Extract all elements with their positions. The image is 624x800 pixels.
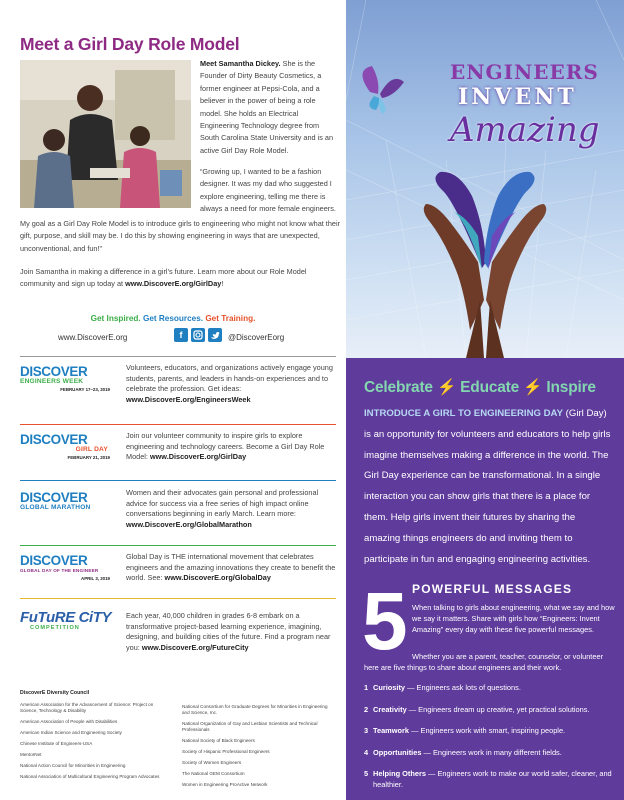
twitter-icon[interactable] — [208, 328, 222, 342]
council-member: National Association of Multicultural Engineering Program Advocates — [20, 774, 160, 779]
role-model-bio — [200, 58, 338, 157]
program-link[interactable]: www.DiscoverE.org/GirlDay — [149, 452, 247, 462]
list-item — [364, 704, 616, 715]
right-column — [346, 0, 624, 800]
logo-word: DISCOVER — [20, 490, 88, 505]
logo-word: DISCOVER — [20, 553, 88, 568]
logo-sub: GLOBAL DAY OF THE ENGINEER — [20, 568, 99, 573]
council-member: MentorNet — [20, 752, 42, 757]
quote-part-1: “Growing up, I wanted to be a fashion designer. It was my dad who suggested I explore engineering, telling me there is always a need for more female engineers. — [200, 167, 336, 214]
logo-sub: GIRL DAY — [75, 446, 108, 453]
program-future-city — [20, 598, 336, 662]
message-text: — Engineers work in many different fields. — [421, 747, 562, 757]
council-heading: DiscoverE Diversity Council — [20, 690, 90, 696]
council-member: American Indian Science and Engineering Society — [20, 730, 122, 735]
girlday-link[interactable]: www.DiscoverE.org/GirlDay — [125, 279, 222, 289]
logo-word: DISCOVER — [20, 432, 88, 447]
powerful-messages-heading: POWERFUL MESSAGES — [412, 582, 573, 596]
hero-line-2: INVENT — [458, 84, 577, 110]
list-item — [364, 768, 616, 790]
hero-line-3: Amazing — [450, 110, 600, 150]
message-title: Helping Others — [373, 769, 426, 778]
logo-sub: GLOBAL MARATHON — [20, 504, 91, 511]
logo-word: FuTuRE CiTY — [20, 609, 112, 626]
program-link[interactable]: www.DiscoverE.org/GlobalMarathon — [126, 519, 252, 529]
logo-sub: ENGINEERS WEEK — [20, 378, 84, 385]
program-text — [126, 611, 336, 653]
join-copy: Join Samantha in making a difference in a girl’s future. Learn more about our Role Model community and sign up today at — [20, 267, 307, 289]
council-column-2 — [182, 704, 332, 793]
program-description: Global Day is THE international movement that celebrates engineers and the amazing innovations they create to benefit the world. See: — [126, 552, 336, 583]
logo-date: APRIL 3, 2019 — [81, 576, 110, 581]
logo-date: FEBRUARY 21, 2019 — [67, 455, 110, 460]
council-member: Chinese Institute of Engineers-USA — [20, 741, 93, 746]
program-link[interactable]: www.DiscoverE.org/EngineersWeek — [126, 394, 251, 404]
big-number: 5 — [362, 576, 405, 667]
program-girl-day — [20, 424, 336, 480]
program-description: Each year, 40,000 children in grades 6-8 embark on a transformative project-based learning experience, imagining, designing, and building cities of the future. Find a program near you: — [126, 611, 331, 652]
tagline-inspired: Get Inspired. — [90, 314, 141, 323]
powerful-messages-intro: When talking to girls about engineering, what we say and how we say it matters. Share with girls how “Engineers: Invent Amazing” every day with these five powerful messages. — [412, 603, 615, 634]
council-member: American Association of People with Disabilities — [20, 719, 118, 724]
council-member: Women in Engineering ProActive Network — [182, 782, 268, 787]
message-number: 3 — [364, 726, 369, 735]
girl-day-logo — [20, 433, 116, 473]
message-text: — Engineers work with smart, inspiring people. — [409, 726, 566, 735]
council-member: National Society of Black Engineers — [182, 738, 255, 743]
program-text — [126, 488, 336, 530]
program-engineers-week — [20, 356, 336, 420]
intro-paragraph — [364, 404, 614, 570]
butterfly-hands-icon — [424, 172, 547, 358]
social-icons — [174, 328, 222, 342]
message-text: — Engineers work to make our world safer, cleaner, and healthier. — [373, 769, 612, 789]
powerful-messages-intro-2: Whether you are a parent, teacher, counselor, or volunteer here are five things to share about engineers and their work. — [364, 652, 604, 672]
facebook-icon[interactable]: f — [174, 328, 188, 342]
global-day-logo — [20, 554, 116, 594]
social-handle[interactable]: @DiscoverEorg — [228, 333, 285, 342]
message-text: — Engineers ask lots of questions. — [405, 683, 521, 692]
message-text: — Engineers dream up creative, yet practical solutions. — [406, 704, 590, 714]
instagram-icon[interactable] — [191, 328, 205, 342]
inspire-word: Inspire — [546, 379, 596, 396]
tagline — [0, 314, 346, 323]
program-text — [126, 552, 336, 584]
program-description: Women and their advocates gain personal and professional advice for success via a free series of high impact online conversations beginning in early March. Learn more: — [126, 488, 319, 519]
council-member: National Action Council for Minorities in Engineering — [20, 763, 126, 768]
logo-sub: COMPETITION — [30, 625, 80, 631]
message-number: 2 — [364, 704, 369, 714]
council-member: Society of Women Engineers — [182, 760, 242, 765]
lightning-icon: ⚡ — [523, 379, 543, 396]
diversity-council — [20, 690, 340, 787]
role-model-photo — [20, 60, 191, 208]
council-column-1 — [20, 702, 170, 785]
celebrate-word: Celebrate — [364, 379, 433, 396]
bio-text: She is the Founder of Dirty Beauty Cosmetics, a former engineer at Pepsi-Cola, and a believer in the power of being a role model. She holds an Electrical Engineering Technology degree from South Carolina State University and is an active Girl Day Role Model. — [200, 59, 334, 155]
council-member: The National GEM Consortium — [182, 771, 245, 776]
program-description: Volunteers, educators, and organizations actively engage young students, parents, and leaders in hands-on experiences and to celebrate the profession. Get ideas: — [126, 363, 333, 394]
tagline-resources: Get Resources. — [142, 314, 204, 323]
intro-bold: INTRODUCE A GIRL TO ENGINEERING DAY — [364, 408, 564, 419]
info-panel — [346, 358, 624, 800]
list-item — [364, 682, 616, 693]
site-url[interactable]: www.DiscoverE.org — [58, 333, 128, 342]
program-global-day — [20, 545, 336, 597]
future-city-logo — [20, 611, 116, 651]
program-link[interactable]: www.DiscoverE.org/GlobalDay — [164, 573, 271, 583]
council-member: National Organization of Gay and Lesbian Scientists and Technical Professionals — [182, 721, 318, 732]
program-global-marathon — [20, 480, 336, 542]
program-text — [126, 363, 336, 405]
hero-line-1: ENGINEERS — [450, 60, 599, 84]
logo-date: FEBRUARY 17–23, 2019 — [60, 387, 110, 392]
message-title: Curiosity — [373, 683, 406, 692]
bio-name: Meet Samantha Dickey. — [200, 59, 281, 68]
logo-word: DISCOVER — [20, 364, 88, 379]
join-end: ! — [221, 279, 224, 289]
message-number: 5 — [364, 769, 369, 778]
council-member: Society of Hispanic Professional Engineers — [182, 749, 270, 754]
join-text — [20, 266, 340, 291]
butterfly-small-icon — [362, 66, 404, 114]
messages-list — [364, 682, 616, 800]
program-text — [126, 431, 336, 463]
hero-illustration — [346, 0, 624, 358]
council-member: National Consortium for Graduate Degrees for Minorities in Engineering and Science, Inc. — [182, 704, 328, 715]
message-title: Creativity — [373, 704, 407, 714]
message-number: 4 — [364, 747, 369, 757]
program-description: Join our volunteer community to inspire girls to explore engineering and technology careers. Become a Girl Day Role Model: — [126, 431, 325, 462]
message-title: Teamwork — [373, 726, 410, 735]
message-title: Opportunities — [373, 747, 422, 757]
global-marathon-logo — [20, 491, 116, 531]
tagline-training: Get Training. — [205, 314, 256, 323]
message-number: 1 — [364, 683, 369, 692]
page-title: Meet a Girl Day Role Model — [20, 34, 240, 54]
program-link[interactable]: www.DiscoverE.org/FutureCity — [141, 642, 249, 652]
celebrate-heading — [364, 378, 596, 397]
list-item — [364, 725, 616, 736]
intro-text: (Girl Day) is an opportunity for volunteers and educators to help girls imagine themselves making a difference in the world. The Girl Day experience can be transformational. In a single interaction you can show girls that there is a place for them. Help girls invent their futures by sharing the amazing things engineers do and inviting them to participate in fun and engaging engineering activities. — [364, 408, 611, 565]
educate-word: Educate — [460, 379, 520, 396]
engineers-week-logo — [20, 365, 116, 405]
council-member: American Association for the Advancement of Science: Project on Science, Technology & Disability — [20, 702, 154, 713]
quote-part-2: My goal as a Girl Day Role Model is to introduce girls to engineering who might not know what their gift, purpose, and skill may be. I do this by showing engineering in ways that are unexpected, unconventional, and fun!” — [20, 219, 341, 253]
list-item — [364, 747, 616, 758]
lightning-icon: ⚡ — [436, 379, 457, 396]
